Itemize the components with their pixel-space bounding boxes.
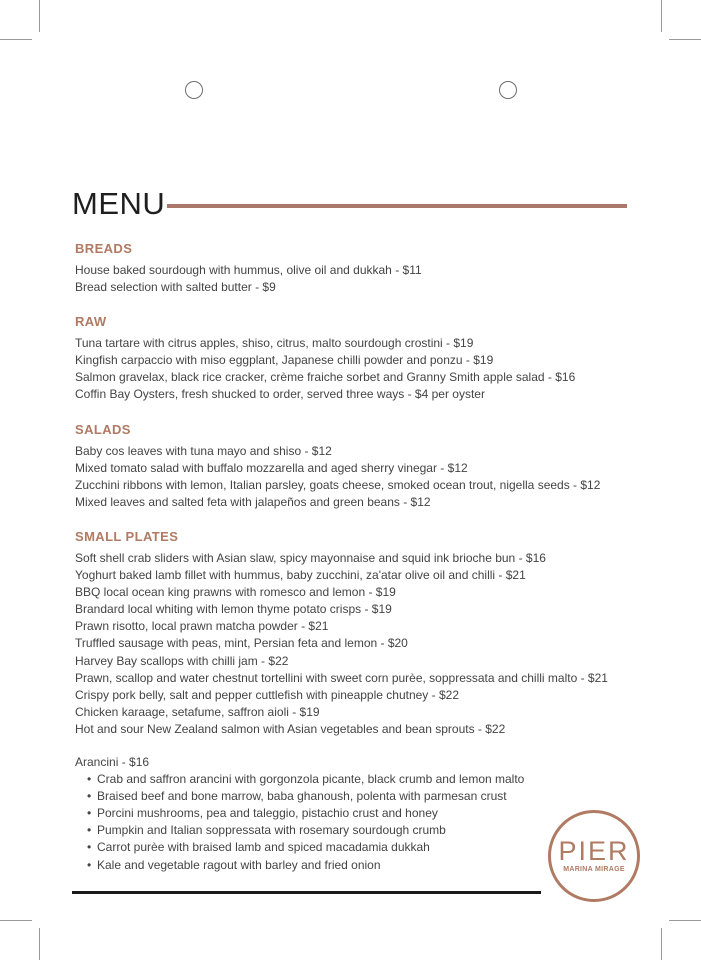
list-item: • Porcini mushrooms, pea and taleggio, pistachio crust and honey [87, 805, 635, 822]
menu-item: Kingfish carpaccio with miso eggplant, Japanese chilli powder and ponzu - $19 [75, 353, 494, 368]
menu-item: House baked sourdough with hummus, olive oil and dukkah - $11 [75, 263, 422, 277]
menu-item: Crispy pork belly, salt and pepper cuttlefish with pineapple chutney - $22 [75, 687, 459, 702]
page-title: MENU [72, 186, 166, 221]
section-heading: RAW [75, 314, 107, 330]
list-item: • Carrot purèe with braised lamb and spiced macadamia dukkah [87, 839, 635, 856]
crop-mark-top-right [661, 0, 662, 32]
bullet-icon: • [87, 823, 92, 838]
list-item: • Crab and saffron arancini with gorgonzola picante, black crumb and lemon malto [87, 771, 635, 788]
menu-item: Zucchini ribbons with lemon, Italian parsley, goats cheese, smoked ocean trout, nigella seeds - $12 [75, 477, 601, 492]
menu-item: Soft shell crab sliders with Asian slaw, spicy mayonnaise and squid ink brioche bun - $16 [75, 550, 546, 565]
logo-main-text: PIER [558, 836, 630, 866]
section-heading: SALADS [75, 421, 131, 437]
crop-mark-bottom-right [661, 928, 662, 960]
list-item: • Braised beef and bone marrow, baba ghanoush, polenta with parmesan crust [87, 788, 635, 805]
section-salads [75, 422, 635, 511]
section-raw [75, 314, 635, 403]
title-rule [167, 204, 627, 208]
menu-item: Tuna tartare with citrus apples, shiso, citrus, malto sourdough crostini - $19 [75, 336, 474, 351]
section-small-plates [75, 529, 635, 738]
menu-item: Prawn risotto, local prawn matcha powder - $21 [75, 619, 329, 634]
crop-mark-bottom-left-h [0, 920, 32, 921]
menu-item: BBQ local ocean king prawns with romesco and lemon - $19 [75, 585, 396, 600]
punch-hole-left [185, 81, 203, 99]
menu-item: Harvey Bay scallops with chilli jam - $22 [75, 653, 289, 668]
menu-item: Prawn, scallop and water chestnut tortellini with sweet corn purèe, soppressata and chilli malto - $21 [75, 670, 608, 685]
punch-hole-right [499, 81, 517, 99]
list-item: • Pumpkin and Italian soppressata with rosemary sourdough crumb [87, 822, 635, 839]
crop-mark-top-right-h [669, 39, 701, 40]
menu-item: Hot and sour New Zealand salmon with Asian vegetables and bean sprouts - $22 [75, 721, 506, 736]
crop-mark-bottom-right-h [669, 920, 701, 921]
menu-item: Mixed tomato salad with buffalo mozzarella and aged sherry vinegar - $12 [75, 460, 468, 475]
crop-mark-top-left [39, 0, 40, 32]
section-heading: SMALL PLATES [75, 528, 179, 544]
bullet-icon: • [87, 772, 92, 787]
menu-item: Chicken karaage, setafume, saffron aioli - $19 [75, 704, 320, 719]
section-heading: BREADS [75, 241, 133, 256]
bullet-icon: • [87, 857, 92, 872]
menu-item: Baby cos leaves with tuna mayo and shiso - $12 [75, 443, 332, 458]
bullet-icon: • [87, 789, 92, 804]
section-breads [75, 241, 635, 296]
menu-item: Brandard local whiting with lemon thyme potato crisps - $19 [75, 602, 392, 617]
menu-item: Bread selection with salted butter - $9 [75, 280, 276, 295]
bottom-rule [72, 891, 541, 894]
crop-mark-top-left-h [0, 39, 32, 40]
list-item: • Kale and vegetable ragout with barley and fried onion [87, 857, 635, 874]
menu-content [75, 241, 635, 874]
menu-item: Yoghurt baked lamb fillet with hummus, baby zucchini, za'atar olive oil and chilli - $21 [75, 568, 526, 583]
bullet-icon: • [87, 840, 92, 855]
pier-logo [548, 810, 640, 902]
arancini-title: Arancini - $16 [75, 754, 150, 769]
menu-item: Truffled sausage with peas, mint, Persian feta and lemon - $20 [75, 636, 408, 651]
crop-mark-bottom-left [39, 928, 40, 960]
menu-item: Coffin Bay Oysters, fresh shucked to order, served three ways - $4 per oyster [75, 387, 485, 402]
bullet-icon: • [87, 806, 92, 821]
menu-item: Salmon gravelax, black rice cracker, crème fraiche sorbet and Granny Smith apple salad - $16 [75, 370, 576, 385]
menu-item: Mixed leaves and salted feta with jalapeños and green beans - $12 [75, 494, 431, 509]
logo-sub-text: MARINA MIRAGE [563, 866, 625, 873]
